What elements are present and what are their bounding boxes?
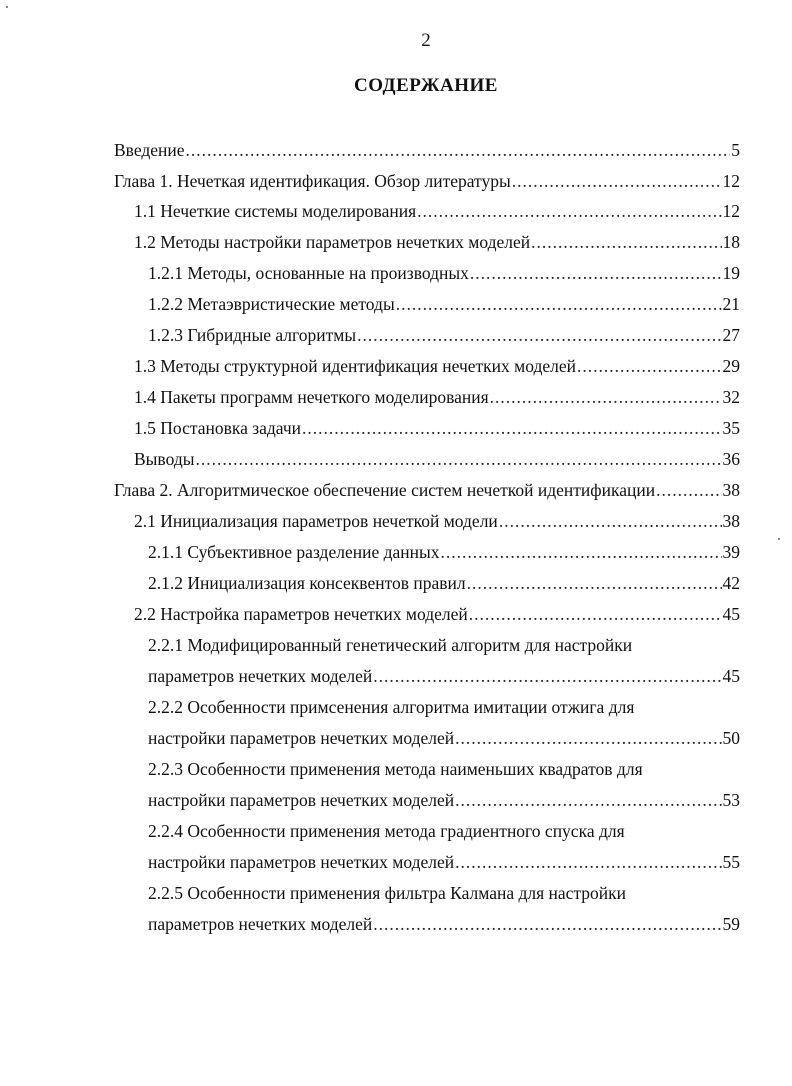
toc-entry-title: 1.2.3 Гибридные алгоритмы [148,325,357,345]
toc-entry-page: 53 [722,790,740,810]
toc-entry-title: Глава 1. Нечеткая идентификация. Обзор литературы [114,171,511,191]
toc-entry-page: 36 [722,449,740,469]
toc-entry-title: настройки параметров нечетких моделей [148,728,455,748]
toc-entry-title: 2.2 Настройка параметров нечетких моделей [134,604,468,624]
toc-entry-title: 1.5 Постановка задачи [134,418,302,438]
toc-entry-title: параметров нечетких моделей [148,914,373,934]
toc-entry-1-2-1[interactable] [148,261,740,285]
toc-entry-title: 1.2.2 Метаэвристические методы [148,294,395,314]
toc-entry-page: 55 [722,852,740,872]
toc-entry-2-1-2[interactable] [148,571,740,595]
toc-entry-2-2[interactable] [134,602,740,626]
toc-entry-2-2-4[interactable] [148,850,740,874]
toc-entry-1-5[interactable] [134,416,740,440]
toc-entry-1-2[interactable] [134,230,740,254]
toc-entry-title: 2.1.2 Инициализация консеквентов правил [148,573,466,593]
toc-entry-page: 39 [722,542,740,562]
toc-entry-1-2-3[interactable] [148,323,740,347]
toc-entry-1-2-2[interactable] [148,292,740,316]
toc-entry-2-2-4-line1: 2.2.4 Особенности применения метода градиентного спуска для [148,821,625,841]
toc-entry-title: Глава 2. Алгоритмическое обеспечение систем нечеткой идентификации [114,480,656,500]
scan-speck [778,538,780,540]
toc-entry-page: 35 [722,418,740,438]
toc-entry-title: Введение [114,140,185,160]
toc-entry-title: 1.2.1 Методы, основанные на производных [148,263,469,283]
toc-entry-2-2-1-line1: 2.2.1 Модифицированный генетический алгоритм для настройки [148,635,633,655]
toc-entry-page: 38 [722,511,740,531]
toc-entry-2-2-5-line1: 2.2.5 Особенности применения фильтра Калмана для настройки [148,883,627,903]
toc-entry-page: 21 [722,294,740,314]
toc-entry-page: 12 [722,201,740,221]
toc-entry-title: 1.4 Пакеты программ нечеткого моделирования [134,387,489,407]
toc-entry-conclusions[interactable] [134,447,740,471]
toc-entry-2-2-3-line1: 2.2.3 Особенности применения метода наименьших квадратов для [148,759,643,779]
toc-entry-1-4[interactable] [134,385,740,409]
toc-entry-title: 1.2 Методы настройки параметров нечетких моделей [134,232,531,252]
page-title: СОДЕРЖАНИЕ [354,75,498,96]
toc-entry-2-2-1[interactable] [148,664,740,688]
toc-entry-title: 2.1.1 Субъективное разделение данных [148,542,440,562]
toc-entry-title: настройки параметров нечетких моделей [148,852,455,872]
toc-entry-2-2-2[interactable] [148,726,740,750]
toc-entry-page: 27 [722,325,740,345]
toc-entry-title: 1.3 Методы структурной идентификация нечетких моделей [134,356,577,376]
toc-entry-2-1-1[interactable] [148,540,740,564]
toc-entry-page: 32 [722,387,740,407]
toc-entry-page: 18 [722,232,740,252]
toc-entry-page: 38 [722,480,740,500]
toc-entry-chapter-2[interactable] [114,478,740,502]
toc-entry-page: 29 [722,356,740,376]
toc-entry-title: 2.1 Инициализация параметров нечеткой модели [134,511,498,531]
toc-entry-page: 5 [731,140,740,160]
toc-entry-2-2-2-line1: 2.2.2 Особенности примсенения алгоритма имитации отжига для [148,697,635,717]
toc-entry-2-2-3[interactable] [148,788,740,812]
toc-entry-1-3[interactable] [134,354,740,378]
toc-entry-page: 12 [722,171,740,191]
toc-entry-page: 19 [722,263,740,283]
toc-entry-page: 59 [722,914,740,934]
toc-entry-title: 1.1 Нечеткие системы моделирования [134,201,417,221]
toc-entry-title: параметров нечетких моделей [148,666,373,686]
toc-entry-title: Выводы [134,449,195,469]
toc-entry-chapter-1[interactable] [114,169,740,193]
toc-entry-introduction[interactable] [114,138,740,162]
page-number: 2 [421,30,431,51]
toc-entry-2-2-5[interactable] [148,912,740,936]
toc-entry-title: настройки параметров нечетких моделей [148,790,455,810]
scan-speck [6,6,8,8]
toc-entry-page: 45 [722,666,740,686]
toc-entry-1-1[interactable] [134,199,740,223]
toc-entry-page: 42 [722,573,740,593]
toc-entry-page: 45 [722,604,740,624]
toc-entry-2-1[interactable] [134,509,740,533]
toc-entry-page: 50 [722,728,740,748]
